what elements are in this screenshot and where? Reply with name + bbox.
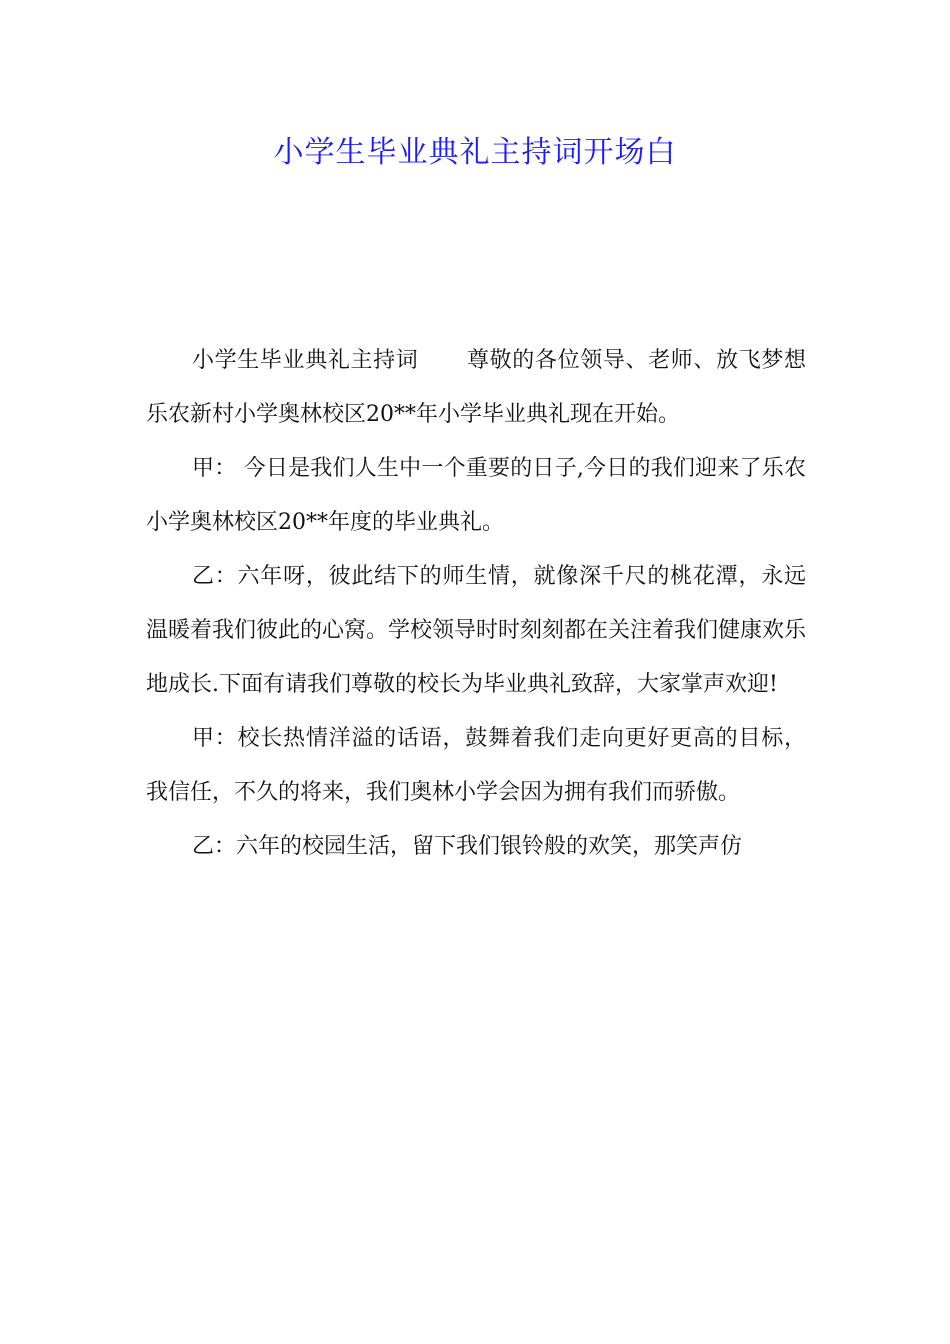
paragraph-1-lead: 小学生毕业典礼主持词 (192, 348, 419, 373)
paragraph-4 (146, 712, 806, 820)
document-body (146, 334, 806, 874)
paragraph-3 (146, 550, 806, 712)
paragraph-3-text: 乙：六年呀，彼此结下的师生情，就像深千尺的桃花潭，永远温暖着我们彼此的心窝。学校领导时时刻刻都在关注着我们健康欢乐地成长.下面有请我们尊敬的校长为毕业典礼致辞，大家掌声欢迎! (146, 564, 807, 697)
paragraph-2-text: 甲： 今日是我们人生中一个重要的日子,今日的我们迎来了乐农小学奥林校区20**年度的毕业典礼。 (146, 456, 806, 535)
document-title: 小学生毕业典礼主持词开场白 (273, 135, 677, 170)
paragraph-5 (146, 820, 806, 874)
paragraph-4-text: 甲：校长热情洋溢的话语，鼓舞着我们走向更好更高的目标，我信任，不久的将来，我们奥林小学会因为拥有我们而骄傲。 (146, 726, 806, 805)
paragraph-5-text: 乙：六年的校园生活，留下我们银铃般的欢笑，那笑声仿 (192, 834, 743, 859)
paragraph-1 (146, 334, 806, 442)
paragraph-2 (146, 442, 806, 550)
paragraph-1-text: 尊敬的各位领导、老师、放飞梦想 乐农新村小学奥林校区20**年小学毕业典礼现在开始。 (146, 348, 806, 427)
